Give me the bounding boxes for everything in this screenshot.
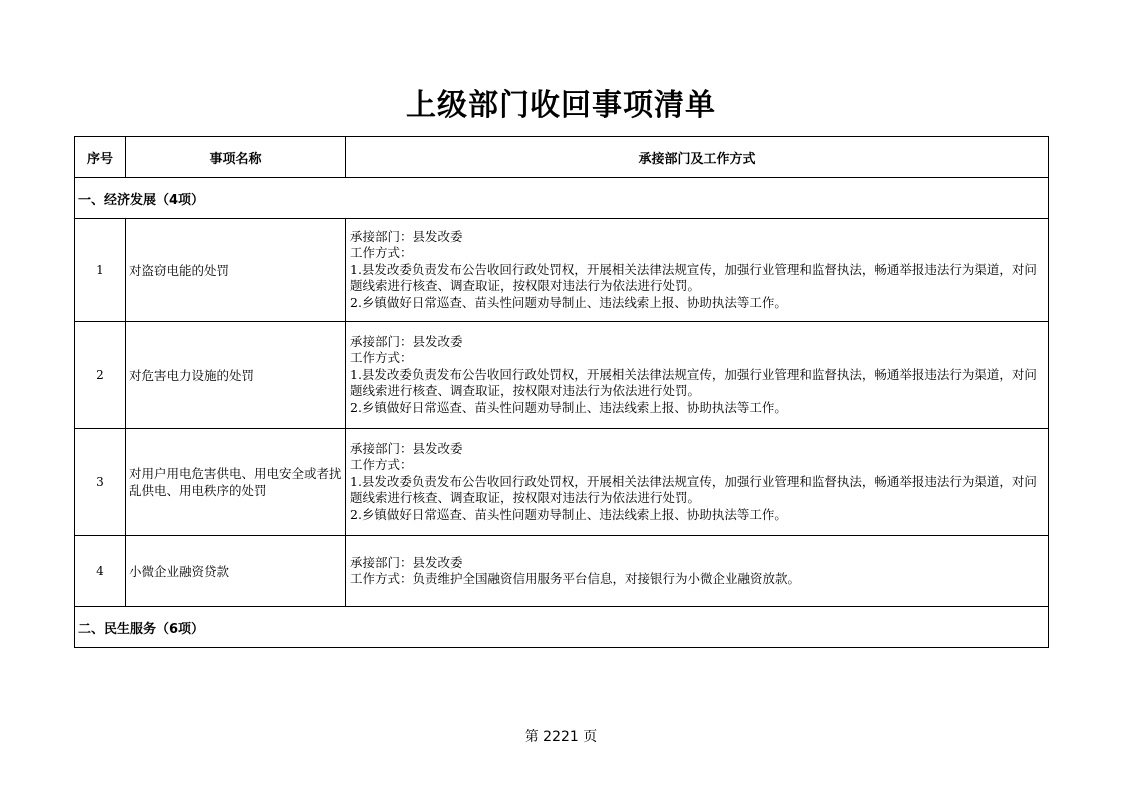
row-index: 2 <box>75 322 126 429</box>
detail-line: 工作方式：负责维护全国融资信用服务平台信息，对接银行为小微企业融资放款。 <box>350 571 801 586</box>
table-row <box>75 536 1049 607</box>
row-detail <box>346 322 1049 429</box>
row-item-name: 对盗窃电能的处罚 <box>126 219 346 322</box>
detail-line: 承接部门：县发改委 <box>350 228 463 244</box>
table-row <box>75 429 1049 536</box>
detail-line: 2.乡镇做好日常巡查、苗头性问题劝导制止、违法线索上报、协助执法等工作。 <box>350 506 787 522</box>
detail-line: 工作方式： <box>350 457 413 473</box>
row-item-name: 对用户用电危害供电、用电安全或者扰乱供电、用电秩序的处罚 <box>126 429 346 536</box>
section-label: 一、经济发展（4项） <box>75 178 1049 219</box>
detail-line: 1.县发改委负责发布公告收回行政处罚权，开展相关法律法规宣传，加强行业管理和监督执法，畅通举报违法行为渠道，对问题线索进行核查、调查取证，按权限对违法行为依法进行处罚。 <box>350 366 1037 399</box>
table-row <box>75 322 1049 429</box>
detail-line: 承接部门：县发改委 <box>350 440 463 456</box>
section-row-livelihood <box>75 607 1049 648</box>
row-item-name: 对危害电力设施的处罚 <box>126 322 346 429</box>
detail-line: 工作方式： <box>350 245 413 261</box>
detail-line: 1.县发改委负责发布公告收回行政处罚权，开展相关法律法规宣传，加强行业管理和监督执法，畅通举报违法行为渠道，对问题线索进行核查、调查取证，按权限对违法行为依法进行处罚。 <box>350 261 1037 294</box>
detail-line: 承接部门：县发改委 <box>350 554 463 570</box>
header-name: 事项名称 <box>126 137 346 178</box>
document-title: 上级部门收回事项清单 <box>406 88 716 123</box>
table-row <box>75 219 1049 322</box>
section-row-economy <box>75 178 1049 219</box>
detail-line: 2.乡镇做好日常巡查、苗头性问题劝导制止、违法线索上报、协助执法等工作。 <box>350 399 787 415</box>
table-header-row <box>75 137 1049 178</box>
detail-line: 承接部门：县发改委 <box>350 333 463 349</box>
detail-line: 1.县发改委负责发布公告收回行政处罚权，开展相关法律法规宣传，加强行业管理和监督执法，畅通举报违法行为渠道，对问题线索进行核查、调查取证，按权限对违法行为依法进行处罚。 <box>350 473 1037 506</box>
header-method: 承接部门及工作方式 <box>346 137 1049 178</box>
row-index: 3 <box>75 429 126 536</box>
row-detail <box>346 219 1049 322</box>
row-detail <box>346 429 1049 536</box>
item-table <box>74 136 1049 648</box>
detail-line: 2.乡镇做好日常巡查、苗头性问题劝导制止、违法线索上报、协助执法等工作。 <box>350 294 787 310</box>
detail-line: 工作方式： <box>350 350 413 366</box>
row-index: 4 <box>75 536 126 607</box>
header-index: 序号 <box>75 137 126 178</box>
row-index: 1 <box>75 219 126 322</box>
row-item-name: 小微企业融资贷款 <box>126 536 346 607</box>
section-label: 二、民生服务（6项） <box>75 607 1049 648</box>
page-number: 第 2221 页 <box>524 729 598 745</box>
row-detail <box>346 536 1049 607</box>
